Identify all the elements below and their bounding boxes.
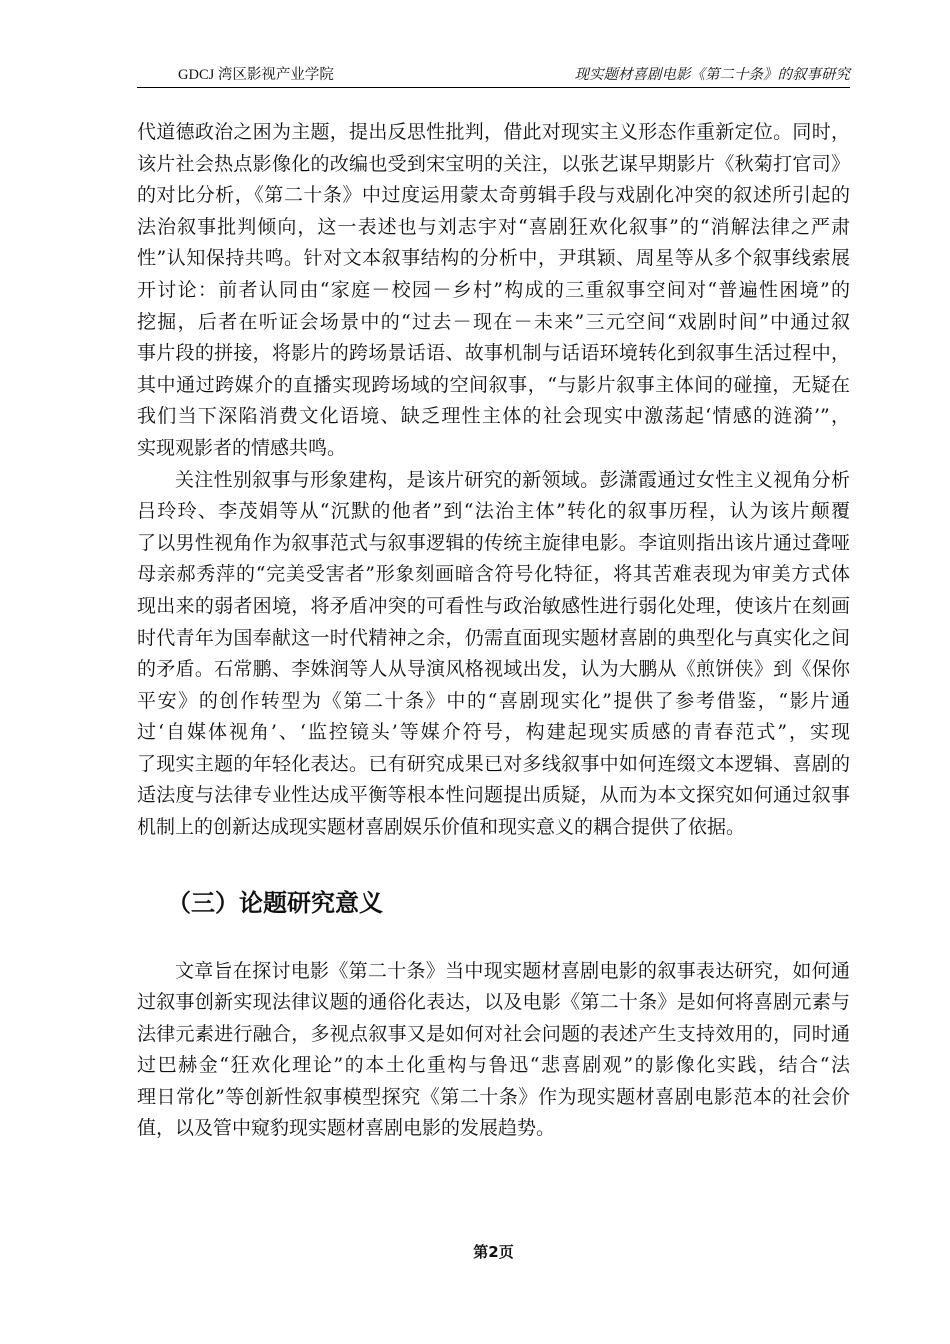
text-line: 关注性别叙事与形象建构，是该片研究的新领域。彭潇霞通过女性主义视角分析 xyxy=(175,468,850,491)
literature-review-body xyxy=(137,117,850,844)
text-line: 法治叙事批判倾向，这一表述也与刘志宇对“喜剧狂欢化叙事”的“消解法律之严肃 xyxy=(137,215,850,238)
text-line: 平安》的创作转型为《第二十条》中的“喜剧现实化”提供了参考借鉴，“影片通 xyxy=(137,689,850,712)
text-line: 挖掘，后者在听证会场景中的“过去－现在－未来”三元空间“戏剧时间”中通过叙 xyxy=(137,310,850,333)
text-line: 过叙事创新实现法律议题的通俗化表达，以及电影《第二十条》是如何将喜剧元素与 xyxy=(137,991,850,1014)
paragraph xyxy=(137,465,850,844)
text-line: 的对比分析，《第二十条》中过度运用蒙太奇剪辑手段与戏剧化冲突的叙述所引起的 xyxy=(137,184,850,207)
running-header xyxy=(137,63,850,88)
text-line: 法律元素进行融合，多视点叙事又是如何对社会问题的表述产生支持效用的，同时通 xyxy=(137,1022,850,1045)
header-institution: GDCJ 湾区影视产业学院 xyxy=(178,67,334,83)
text-line: 母亲郝秀萍的“完美受害者”形象刻画暗含符号化特征，将其苦难表现为审美方式体 xyxy=(137,563,850,586)
paragraph xyxy=(137,956,850,1144)
text-line: 代道德政治之困为主题，提出反思性批判，借此对现实主义形态作重新定位。同时， xyxy=(137,121,850,143)
header-thesis-title: 现实题材喜剧电影《第二十条》的叙事研究 xyxy=(574,67,850,83)
text-line: 值，以及管中窥豹现实题材喜剧电影的发展趋势。 xyxy=(137,1117,556,1140)
page-number: 第2页 xyxy=(473,1243,514,1261)
text-line: 实现观影者的情感共鸣。 xyxy=(137,436,347,459)
text-line: 适法度与法律专业性达成平衡等根本性问题提出质疑，从而为本文探究如何通过叙事 xyxy=(137,784,850,807)
text-line: 文章旨在探讨电影《第二十条》当中现实题材喜剧电影的叙事表达研究，如何通 xyxy=(175,960,850,982)
text-line: 现出来的弱者困境，将矛盾冲突的可看性与政治敏感性进行弱化处理，使该片在刻画 xyxy=(137,594,850,617)
text-line: 的矛盾。石常鹏、李姝润等人从导演风格视域出发，认为大鹏从《煎饼侠》到《保你 xyxy=(137,658,850,681)
text-line: 该片社会热点影像化的改编也受到宋宝明的关注，以张艺谋早期影片《秋菊打官司》 xyxy=(137,152,850,175)
text-line: 了现实主题的年轻化表达。已有研究成果已对多线叙事中如何连缀文本逻辑、喜剧的 xyxy=(137,752,850,775)
text-line: 吕玲玲、李茂娟等从“沉默的他者”到“法治主体”转化的叙事历程，认为该片颠覆 xyxy=(137,500,850,523)
text-line: 我们当下深陷消费文化语境、缺乏理性主体的社会现实中激荡起‘情感的涟漪’”， xyxy=(137,405,850,428)
text-line: 事片段的拼接，将影片的跨场景话语、故事机制与话语环境转化到叙事生活过程中， xyxy=(137,342,850,365)
text-line: 过巴赫金“狂欢化理论”的本土化重构与鲁迅“悲喜剧观”的影像化实践，结合“法 xyxy=(137,1054,850,1077)
section-3-body xyxy=(137,956,850,1144)
text-line: 了以男性视角作为叙事范式与叙事逻辑的传统主旋律电影。李谊则指出该片通过聋哑 xyxy=(137,531,850,554)
text-line: 其中通过跨媒介的直播实现跨场域的空间叙事，“与影片叙事主体间的碰撞，无疑在 xyxy=(137,373,850,396)
text-line: 时代青年为国奉献这一时代精神之余，仍需直面现实题材喜剧的典型化与真实化之间 xyxy=(137,626,850,649)
text-line: 开讨论：前者认同由“家庭－校园－乡村”构成的三重叙事空间对“普遍性困境”的 xyxy=(137,278,850,301)
paragraph xyxy=(137,117,850,465)
text-line: 理日常化”等创新性叙事模型探究《第二十条》作为现实题材喜剧电影范本的社会价 xyxy=(137,1085,850,1108)
text-line: 性”认知保持共鸣。针对文本叙事结构的分析中，尹琪颖、周星等从多个叙事线索展 xyxy=(137,247,850,270)
text-line: 机制上的创新达成现实题材喜剧娱乐价值和现实意义的耦合提供了依据。 xyxy=(137,816,746,839)
section-heading: （三）论题研究意义 xyxy=(167,889,383,917)
text-line: 过‘自媒体视角’、‘监控镜头’等媒介符号，构建起现实质感的青春范式”，实现 xyxy=(137,721,850,744)
